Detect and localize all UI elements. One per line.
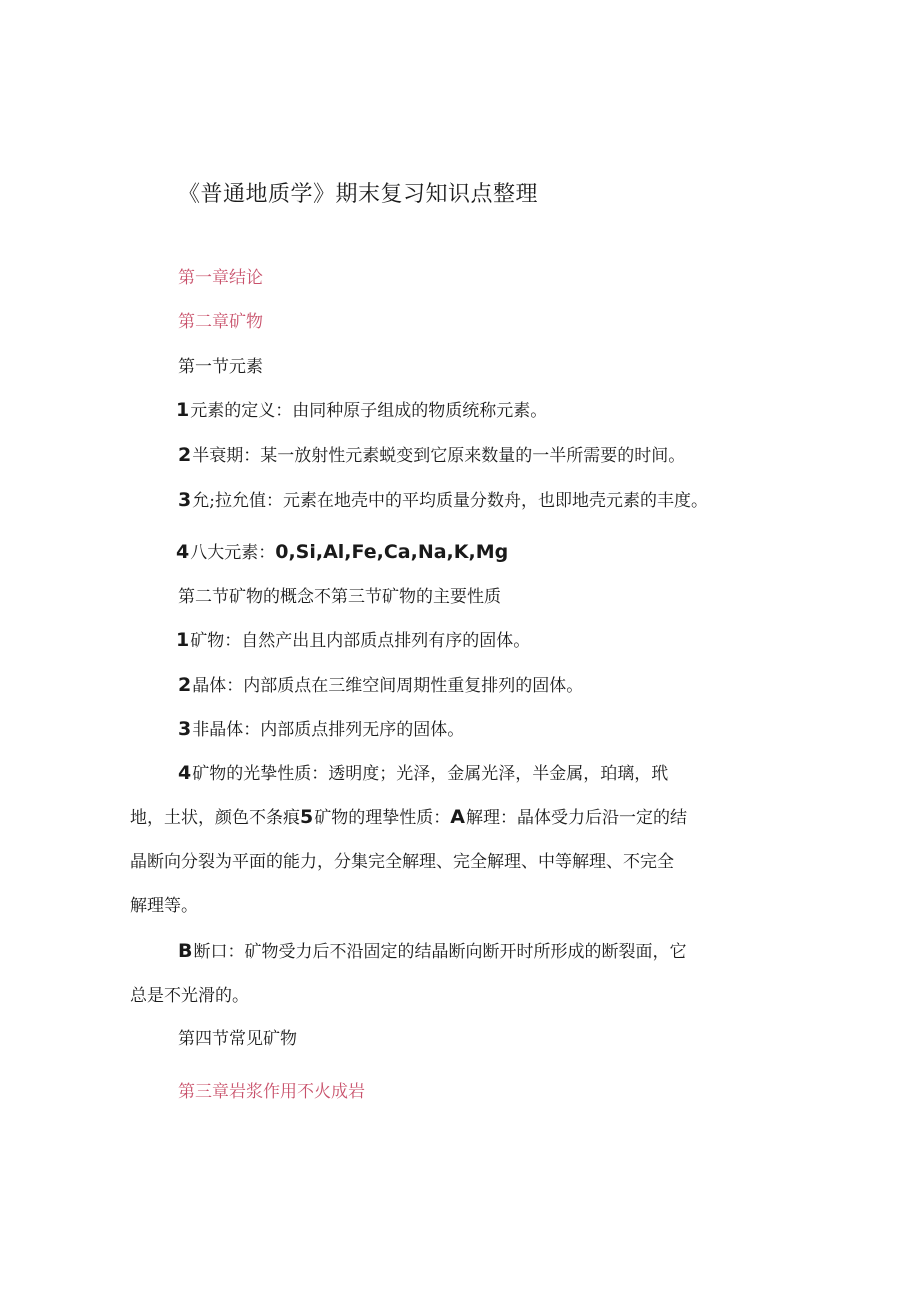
item-text: 矿物的光挚性质：透明度；光泽，金属光泽，半金属，珀璃，玳 (192, 764, 669, 784)
item-text: 允;拉允值：元素在地壳中的平均质量分数舟，也即地壳元素的丰度。 (192, 491, 708, 511)
section-2-3-heading: 第二节矿物的概念不第三节矿物的主要性质 (178, 587, 501, 607)
item-text: 矿物：自然产出且内部质点排列有序的固体。 (190, 631, 531, 651)
list-item (178, 444, 685, 467)
section-4-heading: 第四节常见矿物 (178, 1029, 297, 1049)
item-text: 断口：矿物受力后不沿固定的结晶断向断开时所形成的断裂面，它 (193, 942, 687, 962)
list-item (178, 489, 708, 512)
item-number: 1 (176, 399, 190, 421)
list-item (176, 541, 508, 564)
item-number: 3 (178, 718, 192, 740)
item-text: 解理：晶体受力后沿一定的结 (465, 808, 687, 828)
item-text: 半衰期：某一放射性元素蜕变到它原来数量的一半所需要的时间。 (192, 446, 686, 466)
paragraph-line (178, 762, 668, 785)
item-text: 八大元素： (190, 543, 276, 563)
paragraph-line: 解理等。 (130, 896, 198, 916)
item-number: 3 (178, 489, 192, 511)
document-title: 《普通地质学》期末复习知识点整理 (178, 182, 539, 207)
list-item (176, 399, 547, 422)
item-number: 1 (176, 629, 190, 651)
list-item (176, 629, 530, 652)
section-1-heading: 第一节元素 (178, 357, 263, 377)
item-text: 晶体：内部质点在三维空间周期性重复排列的固体。 (192, 676, 584, 696)
element-list: 0,Si,Al,Fe,Ca,Na,K,Mg (275, 541, 509, 563)
paragraph-line: 晶断向分裂为平面的能力，分集完全解理、完全解理、中等解理、不完全 (130, 852, 674, 872)
paragraph-line (178, 940, 686, 963)
item-number: 4 (176, 541, 190, 563)
item-text: 非晶体：内部质点排列无序的固体。 (192, 720, 465, 740)
paragraph-line: 总是不光滑的。 (130, 986, 249, 1006)
item-letter: B (178, 940, 193, 962)
item-text: 矿物的理挚性质： (314, 808, 451, 828)
item-text: 地，土状，颜色不条痕 (130, 808, 300, 828)
list-item (178, 718, 464, 741)
item-number: 5 (300, 806, 314, 828)
item-number: 2 (178, 674, 192, 696)
item-text: 元素的定义：由同种原子组成的物质统称元素。 (190, 401, 548, 421)
item-letter: A (450, 806, 465, 828)
chapter-2-heading: 第二章矿物 (178, 312, 263, 332)
list-item (178, 674, 583, 697)
item-number: 4 (178, 762, 192, 784)
chapter-3-heading: 第三章岩浆作用不火成岩 (178, 1082, 365, 1102)
paragraph-line (130, 806, 687, 829)
item-number: 2 (178, 444, 192, 466)
chapter-1-heading: 第一章结论 (178, 268, 263, 288)
